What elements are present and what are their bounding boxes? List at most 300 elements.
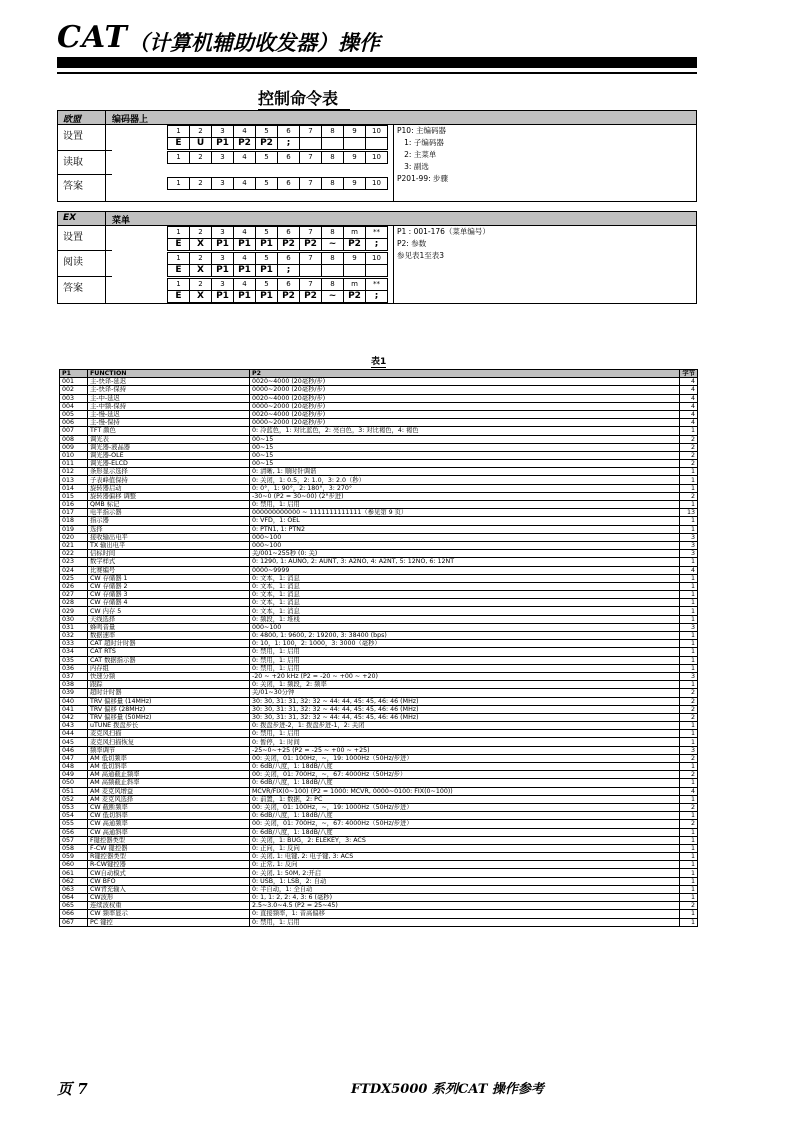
command-header	[58, 111, 696, 125]
p1-cell: 029	[60, 607, 88, 615]
p2-cell: 0: 关闭，1: BUG，2: ELEKEY，3: ACS	[250, 836, 680, 844]
byte-value-cell	[300, 138, 322, 150]
p1-cell: 042	[60, 713, 88, 721]
p2-cell: 0: 关闭, 1: 电键, 2: 电子键, 3: ACS	[250, 853, 680, 861]
p2-cell: 0: VFD，1: OEL	[250, 517, 680, 525]
p1-cell: 023	[60, 558, 88, 566]
byte-index-cell: 7	[300, 253, 322, 265]
function-cell: 条形显示选择	[88, 468, 250, 476]
bytes-cell: 3	[680, 672, 698, 680]
menu-table	[59, 369, 698, 927]
command-title: 编码器上	[112, 115, 149, 125]
p1-cell: 021	[60, 541, 88, 549]
p1-cell: 055	[60, 820, 88, 828]
answer-grid	[167, 177, 388, 190]
function-cell: 信标时间	[88, 550, 250, 558]
p2-cell: 0: 暂停，1: 时间	[250, 738, 680, 746]
byte-index-cell: 2	[190, 279, 212, 291]
p1-cell: 041	[60, 705, 88, 713]
p2-cell: 0020~4000 (20毫秒/步)	[250, 378, 680, 386]
table-row	[60, 722, 698, 730]
p1-cell: 009	[60, 443, 88, 451]
byte-index-cell: 6	[278, 253, 300, 265]
bytes-cell: 2	[680, 705, 698, 713]
note-line: 2: 主菜单	[397, 150, 437, 159]
table-row	[60, 689, 698, 697]
function-cell: 麦克风扫描	[88, 730, 250, 738]
bytes-cell: 1	[680, 894, 698, 902]
p2-cell: 30: 30, 31: 31, 32: 32 ~ 44: 44, 45: 45, 46: 46 (MHz)	[250, 697, 680, 705]
p2-cell: -25~0~+25 (P2 = -25 ~ +00 ~ +25)	[250, 746, 680, 754]
table-row	[60, 779, 698, 787]
function-cell: 主-慢-保持	[88, 419, 250, 427]
table-row	[60, 697, 698, 705]
table-row	[60, 828, 698, 836]
bytes-cell: 1	[680, 853, 698, 861]
p2-cell: 0000~9999	[250, 566, 680, 574]
p2-cell: MCVR/FIX(0~100) (P2 = 1000: MCVR, 0000~0100: FIX(0~100))	[250, 787, 680, 795]
byte-index-cell: 6	[278, 279, 300, 291]
byte-value-cell	[366, 265, 388, 277]
p2-cell: 30: 30, 31: 31, 32: 32 ~ 44: 44, 45: 45, 46: 46 (MHz)	[250, 705, 680, 713]
p1-cell: 035	[60, 656, 88, 664]
function-cell: 数据速率	[88, 632, 250, 640]
p2-cell: 0: 文本，1: 消息	[250, 599, 680, 607]
byte-value-cell: E	[168, 239, 190, 251]
command-notes	[393, 125, 448, 201]
table-row	[60, 763, 698, 771]
function-cell: 调光器-OLE	[88, 451, 250, 459]
table-row	[60, 656, 698, 664]
p1-cell: 018	[60, 517, 88, 525]
p1-cell: 025	[60, 574, 88, 582]
command-notes	[393, 226, 490, 303]
function-cell: 数字样式	[88, 558, 250, 566]
p2-cell: 0: 禁用，1: 启用	[250, 918, 680, 926]
table-row	[60, 582, 698, 590]
table-row	[60, 468, 698, 476]
byte-index-cell: 7	[300, 227, 322, 239]
byte-index-cell: 8	[322, 152, 344, 164]
bytes-cell: 1	[680, 574, 698, 582]
byte-index-cell: 6	[278, 227, 300, 239]
function-cell: R键控器类型	[88, 853, 250, 861]
bytes-cell: 1	[680, 632, 698, 640]
read-grid	[167, 151, 388, 164]
byte-index-cell: 8	[322, 178, 344, 190]
bytes-cell: 1	[680, 885, 698, 893]
function-cell: CW波形	[88, 894, 250, 902]
p1-cell: 005	[60, 410, 88, 418]
p1-cell: 062	[60, 877, 88, 885]
table-row	[60, 771, 698, 779]
byte-value-cell: P1	[256, 239, 278, 251]
function-cell: 主-快译-延迟	[88, 378, 250, 386]
bytes-cell: 1	[680, 558, 698, 566]
byte-index-cell: **	[366, 279, 388, 291]
p2-cell: 00~15	[250, 460, 680, 468]
p1-cell: 046	[60, 746, 88, 754]
bytes-cell: 1	[680, 795, 698, 803]
byte-value-cell	[322, 265, 344, 277]
table-row	[60, 623, 698, 631]
function-cell: CW 频率显示	[88, 910, 250, 918]
p2-cell: 00: 关闭，01: 700Hz，~，67: 4000Hz（50Hz/步）	[250, 771, 680, 779]
byte-value-cell: P1	[212, 265, 234, 277]
p2-cell: 00~15	[250, 451, 680, 459]
function-cell: CW 高通斜率	[88, 828, 250, 836]
p2-cell: 0: 前置，1: 数据，2: PC	[250, 795, 680, 803]
function-cell: 快速分频	[88, 672, 250, 680]
bytes-cell: 1	[680, 525, 698, 533]
byte-value-cell: X	[190, 291, 212, 303]
table-row	[60, 713, 698, 721]
p1-cell: 033	[60, 640, 88, 648]
p2-cell: 0: 关闭，1: 频段，2: 频率	[250, 681, 680, 689]
function-cell: PC 键控	[88, 918, 250, 926]
table-row	[60, 705, 698, 713]
table-row	[60, 820, 698, 828]
p1-cell: 020	[60, 533, 88, 541]
table1-title: 表1	[371, 354, 386, 368]
byte-value-cell	[322, 138, 344, 150]
p1-cell: 047	[60, 754, 88, 762]
byte-index-cell: 1	[168, 126, 190, 138]
byte-index-cell: 5	[256, 279, 278, 291]
p2-cell: 0: 禁用，1: 启用	[250, 501, 680, 509]
byte-index-cell: 6	[278, 152, 300, 164]
byte-index-cell: 1	[168, 279, 190, 291]
p2-cell: 0: 6dB/八度，1: 18dB/八度	[250, 779, 680, 787]
function-cell: 指示器	[88, 517, 250, 525]
function-cell: CW 高通频率	[88, 820, 250, 828]
function-cell: CW背充输入	[88, 885, 250, 893]
bytes-cell: 2	[680, 771, 698, 779]
byte-value-cell	[344, 265, 366, 277]
p1-cell: 019	[60, 525, 88, 533]
function-cell: 主-快译-保持	[88, 386, 250, 394]
byte-index-cell: m	[344, 279, 366, 291]
byte-value-cell: P1	[212, 239, 234, 251]
bytes-cell: 4	[680, 394, 698, 402]
p2-cell: 0: 10，1: 100，2: 1000，3: 3000（毫秒）	[250, 640, 680, 648]
byte-index-cell: 8	[322, 227, 344, 239]
note-line: 参见表1至表3	[397, 251, 445, 260]
function-cell: 天线选择	[88, 615, 250, 623]
byte-value-cell: ;	[278, 265, 300, 277]
p1-cell: 064	[60, 894, 88, 902]
byte-index-cell: **	[366, 227, 388, 239]
table-row	[60, 795, 698, 803]
note-line: 1: 子编码器	[397, 138, 444, 147]
p2-cell: 000~100	[250, 533, 680, 541]
function-cell: 超时计时器	[88, 689, 250, 697]
table-row	[60, 394, 698, 402]
function-cell: QMB 标记	[88, 501, 250, 509]
function-cell: 主-中频-保持	[88, 402, 250, 410]
table-row	[60, 402, 698, 410]
p2-cell: 0: 6dB/八度，1: 18dB/八度	[250, 763, 680, 771]
byte-index-cell: 3	[212, 227, 234, 239]
p2-cell: 0: 文本，1: 消息	[250, 607, 680, 615]
table-row	[60, 460, 698, 468]
table-header-row	[60, 370, 698, 378]
header-p2: P2	[250, 370, 680, 378]
p1-cell: 048	[60, 763, 88, 771]
p2-cell: 00: 关闭，01: 700Hz，~，67: 4000Hz（50Hz/步进）	[250, 820, 680, 828]
byte-index-cell: 4	[234, 253, 256, 265]
table-row	[60, 812, 698, 820]
bytes-cell: 1	[680, 427, 698, 435]
byte-index-cell: 4	[234, 227, 256, 239]
p2-cell: 0: PTN1, 1: PTN2	[250, 525, 680, 533]
p1-cell: 002	[60, 386, 88, 394]
byte-index-cell: 6	[278, 126, 300, 138]
function-cell: 内存组	[88, 664, 250, 672]
row-label-set: 设置	[63, 232, 83, 243]
row-label-answer: 答案	[63, 181, 83, 192]
byte-value-cell	[300, 265, 322, 277]
bytes-cell: 1	[680, 722, 698, 730]
byte-index-cell: 1	[168, 253, 190, 265]
p2-cell: 0000~2000 (20毫秒/步)	[250, 402, 680, 410]
control-table-title: 控制命令表	[258, 86, 350, 110]
byte-value-cell: ~	[322, 239, 344, 251]
byte-index-cell: 8	[322, 126, 344, 138]
table-row	[60, 877, 698, 885]
p2-cell: 0: 禁用，1: 启用	[250, 664, 680, 672]
byte-value-cell: P2	[344, 239, 366, 251]
table-row	[60, 525, 698, 533]
bytes-cell: 2	[680, 451, 698, 459]
p2-cell: 0: 半自动，1: 全自动	[250, 885, 680, 893]
table-row	[60, 918, 698, 926]
table-row	[60, 844, 698, 852]
byte-index-cell: 6	[278, 178, 300, 190]
table-row	[60, 746, 698, 754]
function-cell: 蜂鸣音量	[88, 623, 250, 631]
function-cell: AM 低切斜率	[88, 763, 250, 771]
table-row	[60, 378, 698, 386]
function-cell: CW 存储器 2	[88, 582, 250, 590]
byte-index-cell: 9	[344, 126, 366, 138]
bytes-cell: 1	[680, 763, 698, 771]
function-cell: TRV 偏移量 (50MHz)	[88, 713, 250, 721]
byte-index-cell: 10	[366, 152, 388, 164]
byte-index-cell: 9	[344, 253, 366, 265]
p2-cell: 0: 清晰, 1: 顺时针调谐	[250, 468, 680, 476]
function-cell: AM 高通截止频率	[88, 771, 250, 779]
header-bytes: 字节	[680, 370, 698, 378]
function-cell: 主-中-延迟	[88, 394, 250, 402]
p2-cell: -30~0 (P2 = 30~00) (2°步进)	[250, 492, 680, 500]
function-cell: 调光表	[88, 435, 250, 443]
p1-cell: 030	[60, 615, 88, 623]
p1-cell: 008	[60, 435, 88, 443]
p2-cell: 0: 6dB/八度，1: 18dB/八度	[250, 812, 680, 820]
p2-cell: 000~100	[250, 623, 680, 631]
byte-value-cell: E	[168, 265, 190, 277]
p1-cell: 067	[60, 918, 88, 926]
table-row	[60, 574, 698, 582]
byte-index-cell: m	[344, 227, 366, 239]
p1-cell: 066	[60, 910, 88, 918]
p2-cell: 0: 直接频率，1: 音高偏移	[250, 910, 680, 918]
p1-cell: 015	[60, 492, 88, 500]
bytes-cell: 1	[680, 648, 698, 656]
byte-index-cell: 2	[190, 152, 212, 164]
function-cell: F-CW 键控器	[88, 844, 250, 852]
function-cell: R-CW键控器	[88, 861, 250, 869]
bytes-cell: 2	[680, 460, 698, 468]
row-label-read: 读取	[63, 157, 83, 168]
p2-cell: 000000000000 ~ 1111111111111（参见第 9 页）	[250, 509, 680, 517]
bytes-cell: 4	[680, 378, 698, 386]
byte-value-cell: U	[190, 138, 212, 150]
table-row	[60, 853, 698, 861]
function-cell: CW 截断频率	[88, 803, 250, 811]
p1-cell: 010	[60, 451, 88, 459]
bytes-cell: 4	[680, 419, 698, 427]
p2-cell: 0: USB，1: LSB，2: 自动	[250, 877, 680, 885]
p2-cell: 0: 禁用，1: 启用	[250, 648, 680, 656]
p1-cell: 028	[60, 599, 88, 607]
function-cell: TFT 颜色	[88, 427, 250, 435]
bytes-cell: 4	[680, 566, 698, 574]
p1-cell: 032	[60, 632, 88, 640]
byte-index-cell: 3	[212, 279, 234, 291]
table-row	[60, 410, 698, 418]
bytes-cell: 3	[680, 541, 698, 549]
byte-index-cell: 2	[190, 178, 212, 190]
p2-cell: 0: 拨盘步进-2，1: 拨盘步进-1，2: 关闭	[250, 722, 680, 730]
p2-cell: 00: 关闭，01: 100Hz，~，19: 1000Hz（50Hz/步进）	[250, 803, 680, 811]
table-row	[60, 541, 698, 549]
bytes-cell: 1	[680, 484, 698, 492]
byte-index-cell: 2	[190, 227, 212, 239]
p1-cell: 004	[60, 402, 88, 410]
byte-value-cell: P1	[256, 265, 278, 277]
table-row	[60, 803, 698, 811]
byte-index-cell: 3	[212, 126, 234, 138]
bytes-cell: 13	[680, 509, 698, 517]
table-row	[60, 648, 698, 656]
table-row	[60, 550, 698, 558]
p2-cell: 0: 文本，1: 消息	[250, 574, 680, 582]
answer-grid	[167, 278, 388, 303]
page-number: 页 7	[57, 1080, 88, 1098]
p1-cell: 036	[60, 664, 88, 672]
table-row	[60, 476, 698, 484]
table-row	[60, 910, 698, 918]
table-row	[60, 443, 698, 451]
bytes-cell: 3	[680, 550, 698, 558]
footer-title: FTDX5000 系列CAT 操作参考	[351, 1082, 544, 1097]
bytes-cell: 1	[680, 591, 698, 599]
byte-index-cell: 2	[190, 253, 212, 265]
p2-cell: 关/001~255秒 (0: 关)	[250, 550, 680, 558]
note-line: P201-99: 步骤	[397, 174, 448, 183]
bytes-cell: 2	[680, 713, 698, 721]
table-row	[60, 509, 698, 517]
bytes-cell: 2	[680, 902, 698, 910]
p1-cell: 013	[60, 476, 88, 484]
p2-cell: 0020~4000 (20毫秒/步)	[250, 394, 680, 402]
table-row	[60, 566, 698, 574]
header-function: FUNCTION	[88, 370, 250, 378]
header-subtitle: （计算机辅助收发器）操作	[128, 31, 380, 55]
table-row	[60, 558, 698, 566]
byte-index-cell: 1	[168, 178, 190, 190]
byte-value-cell: P1	[234, 291, 256, 303]
table-row	[60, 902, 698, 910]
bytes-cell: 1	[680, 501, 698, 509]
row-label-set: 设置	[63, 131, 83, 142]
bytes-cell: 1	[680, 615, 698, 623]
p2-cell: 30: 30, 31: 31, 32: 32 ~ 44: 44, 45: 45, 46: 46 (MHz)	[250, 713, 680, 721]
bytes-cell: 1	[680, 828, 698, 836]
p2-cell: 0000~2000 (20毫秒/步)	[250, 386, 680, 394]
bytes-cell: 1	[680, 664, 698, 672]
p1-cell: 061	[60, 869, 88, 877]
table-row	[60, 615, 698, 623]
bytes-cell: 2	[680, 689, 698, 697]
function-cell: 选择	[88, 525, 250, 533]
bytes-cell: 1	[680, 607, 698, 615]
table-row	[60, 681, 698, 689]
table-row	[60, 607, 698, 615]
p1-cell: 056	[60, 828, 88, 836]
p2-cell: 0: 关闭, 1: 50M, 2:开启	[250, 869, 680, 877]
function-cell: TRV 偏移量 (14MHz)	[88, 697, 250, 705]
byte-index-cell: 5	[256, 227, 278, 239]
function-cell: 接收输出电平	[88, 533, 250, 541]
byte-index-cell: 7	[300, 279, 322, 291]
p1-cell: 024	[60, 566, 88, 574]
byte-value-cell: P1	[212, 291, 234, 303]
header-p1: P1	[60, 370, 88, 378]
byte-value-cell: P1	[234, 265, 256, 277]
p1-cell: 049	[60, 771, 88, 779]
p2-cell: 0: 频段，1: 堆栈	[250, 615, 680, 623]
p1-cell: 043	[60, 722, 88, 730]
p1-cell: 037	[60, 672, 88, 680]
byte-index-cell: 4	[234, 126, 256, 138]
byte-value-cell: P1	[212, 138, 234, 150]
bytes-cell: 1	[680, 640, 698, 648]
table-row	[60, 533, 698, 541]
function-cell: CAT 超时计时器	[88, 640, 250, 648]
function-cell: AM 麦克风选择	[88, 795, 250, 803]
p1-cell: 063	[60, 885, 88, 893]
p2-cell: 2.5~3.0~4.5 (P2 = 25~45)	[250, 902, 680, 910]
function-cell: 电平指示器	[88, 509, 250, 517]
p2-cell: 0: 冷蓝色，1: 对比蓝色，2: 亮白色，3: 对比褐色，4: 褐色	[250, 427, 680, 435]
bytes-cell: 2	[680, 820, 698, 828]
byte-value-cell: P2	[256, 138, 278, 150]
function-cell: 子表峰值保持	[88, 476, 250, 484]
p2-cell: 0: 正向，1: 反向	[250, 844, 680, 852]
table-row	[60, 672, 698, 680]
command-box-eu	[57, 110, 697, 202]
function-cell: 比赛编号	[88, 566, 250, 574]
p2-cell: 00~15	[250, 435, 680, 443]
p1-cell: 044	[60, 730, 88, 738]
function-cell: CW 存储器 3	[88, 591, 250, 599]
table-row	[60, 435, 698, 443]
function-cell: CAT 数据指示器	[88, 656, 250, 664]
p1-cell: 050	[60, 779, 88, 787]
